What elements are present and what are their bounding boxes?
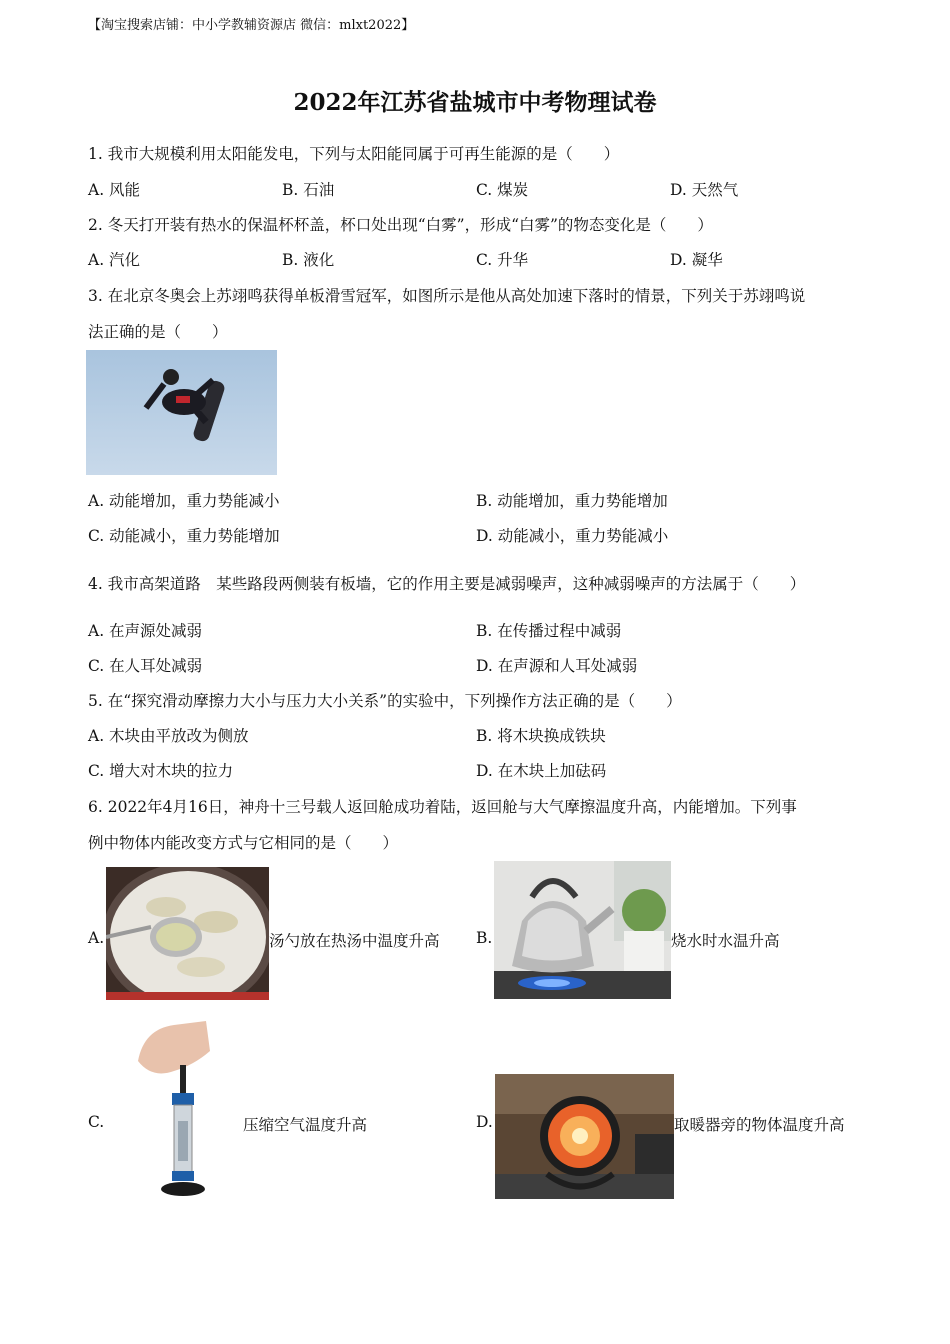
q6-option-c-letter: C.: [88, 1113, 105, 1131]
q6-option-d-letter: D.: [476, 1113, 493, 1131]
q4-stem: 4. 我市高架道路 某些路段两侧装有板墙，它的作用主要是减弱噪声，这种减弱噪声的方法属于（ ）: [88, 575, 806, 593]
q6-option-a-letter: A.: [88, 929, 105, 947]
q3-option-a: A. 动能增加，重力势能减小: [88, 492, 280, 510]
q6-option-b-letter: B.: [476, 929, 493, 947]
q4-option-a: A. 在声源处减弱: [88, 622, 203, 640]
soup-ladle-photo: [106, 867, 269, 1000]
q6-stem-line1: 6. 2022年4月16日，神舟十三号载人返回舱成功着陆，返回舱与大气摩擦温度升高，内能增加。下列事: [88, 798, 797, 816]
q6-stem-line2: 例中物体内能改变方式与它相同的是（ ）: [88, 834, 399, 852]
q3-stem-line1: 3. 在北京冬奥会上苏翊鸣获得单板滑雪冠军，如图所示是他从高处加速下落时的情景，下列关于苏翊鸣说: [88, 287, 806, 305]
q1-stem: 1. 我市大规模利用太阳能发电，下列与太阳能同属于可再生能源的是（ ）: [88, 145, 620, 163]
q5-option-b: B. 将木块换成铁块: [476, 727, 606, 745]
q3-option-b: B. 动能增加，重力势能增加: [476, 492, 668, 510]
q5-option-a: A. 木块由平放改为侧放: [88, 727, 249, 745]
q2-option-b: B. 液化: [282, 251, 335, 269]
q6-option-a-text: 汤勺放在热汤中温度升高: [269, 932, 440, 950]
q2-option-c: C. 升华: [476, 251, 529, 269]
q3-stem-line2: 法正确的是（ ）: [88, 323, 228, 341]
q3-option-d: D. 动能减小，重力势能减小: [476, 527, 669, 545]
q1-option-d: D. 天然气: [670, 181, 739, 199]
q4-option-b: B. 在传播过程中减弱: [476, 622, 622, 640]
q2-option-d: D. 凝华: [670, 251, 723, 269]
q1-option-b: B. 石油: [282, 181, 335, 199]
q4-option-d: D. 在声源和人耳处减弱: [476, 657, 638, 675]
q1-option-c: C. 煤炭: [476, 181, 529, 199]
kettle-photo: [494, 861, 671, 999]
q1-option-a: A. 风能: [88, 181, 141, 199]
q6-option-d-text: 取暖器旁的物体温度升高: [674, 1116, 845, 1134]
heater-photo: [495, 1074, 674, 1199]
air-compression-photo: [134, 1021, 212, 1199]
q6-option-b-text: 烧水时水温升高: [671, 932, 780, 950]
q2-option-a: A. 汽化: [88, 251, 141, 269]
snowboarder-photo: [86, 350, 277, 475]
q3-option-c: C. 动能减小，重力势能增加: [88, 527, 280, 545]
page-title: 2022年江苏省盐城市中考物理试卷: [293, 89, 657, 116]
q2-stem: 2. 冬天打开装有热水的保温杯杯盖，杯口处出现“白雾”，形成“白雾”的物态变化是（ ）: [88, 216, 713, 234]
q6-option-c-text: 压缩空气温度升高: [243, 1116, 368, 1134]
q5-option-d: D. 在木块上加砝码: [476, 762, 607, 780]
q4-option-c: C. 在人耳处减弱: [88, 657, 203, 675]
q5-option-c: C. 增大对木块的拉力: [88, 762, 234, 780]
q5-stem: 5. 在“探究滑动摩擦力大小与压力大小关系”的实验中，下列操作方法正确的是（ ）: [88, 692, 682, 710]
watermark-header: 【淘宝搜索店铺：中小学教辅资源店 微信：mlxt2022】: [88, 18, 415, 33]
